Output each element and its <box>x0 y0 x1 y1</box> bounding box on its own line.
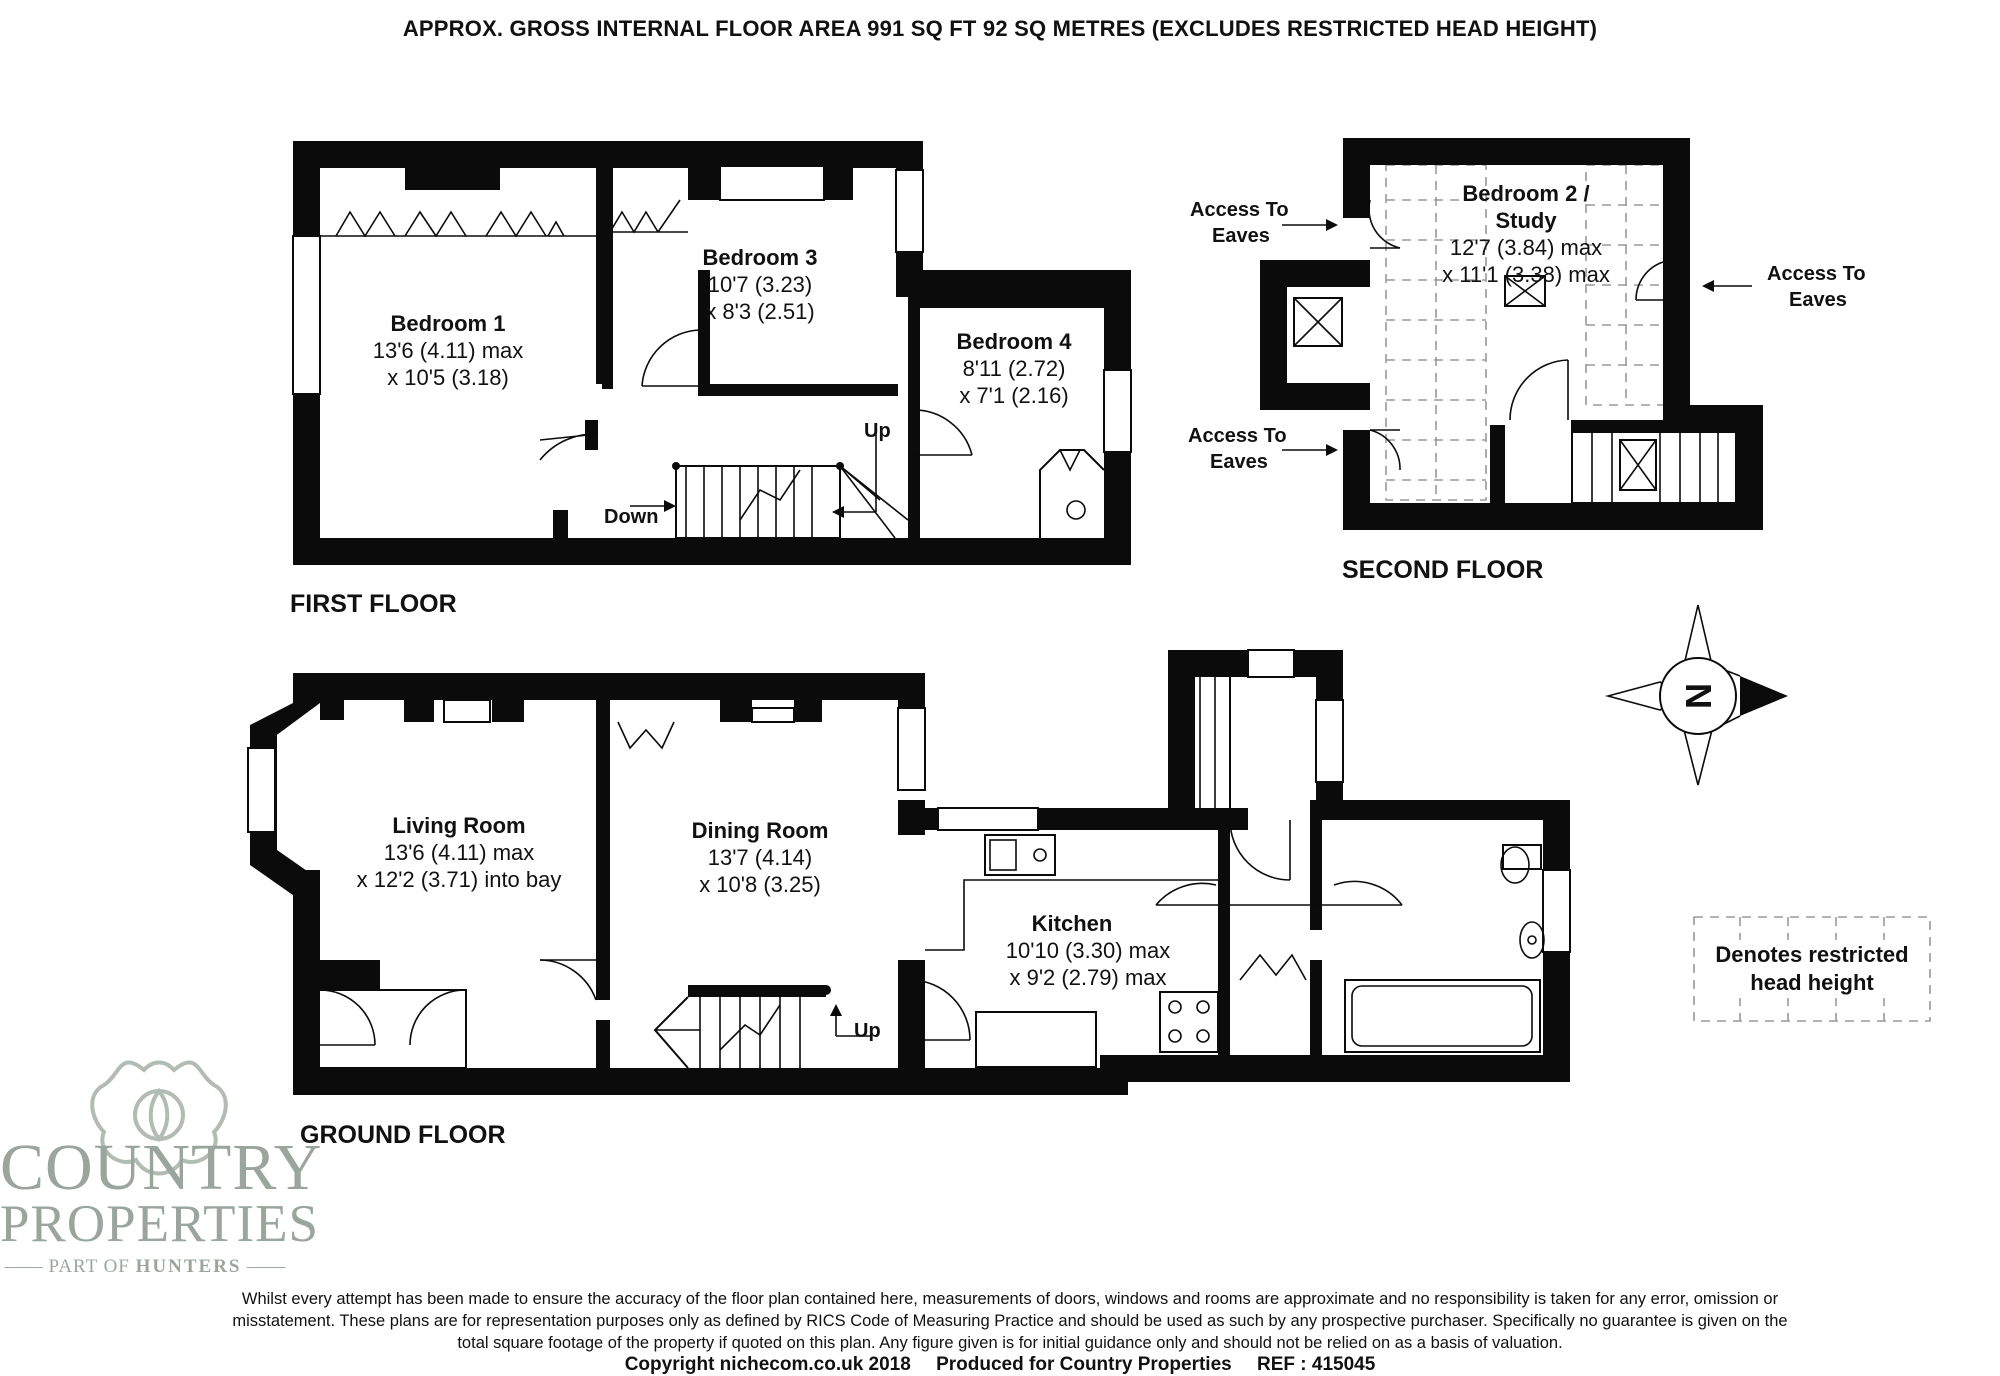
down-label-first-floor: Down <box>604 506 659 528</box>
eaves-access-label-3-line2: Eaves <box>1789 289 1847 311</box>
gross-area-title: APPROX. GROSS INTERNAL FLOOR AREA 991 SQ FT 92 SQ METRES (EXCLUDES RESTRICTED HEAD HEIGHT) <box>402 16 1598 41</box>
eaves-access-label-1-line1: Access To <box>1190 199 1289 221</box>
bedroom1-name: Bedroom 1 <box>390 311 506 336</box>
footer-copyright: Copyright nichecom.co.uk 2018 <box>624 1354 911 1375</box>
eaves-access-label-2-line1: Access To <box>1188 425 1287 447</box>
footer-produced-for: Produced for Country Properties <box>936 1354 1232 1375</box>
disclaimer-text: Whilst every attempt has been made to ensure the accuracy of the floor plan contained here, measurements of doors, windows and rooms are approximate and no responsibility is taken for any error, omission or misstatement. These plans are for representation purposes only as defined by RICS Code of Measuring Practice and should be used as such by any prospective purchaser. Specifically no guarantee is given on the total square footage of the property if quoted on this plan. Any figure given is for initial guidance only and should not be relied on as a basis of valuation. <box>232 1290 1788 1352</box>
kitchen-name: Kitchen <box>1031 911 1113 936</box>
legend-line1: Denotes restricted <box>1715 942 1909 967</box>
logo-brand: HUNTERS <box>135 1256 242 1277</box>
bedroom1-dim2: x 10'5 (3.18) <box>387 365 509 390</box>
living-room-dim1: 13'6 (4.11) max <box>383 840 535 865</box>
dining-room-name: Dining Room <box>691 818 829 843</box>
dining-room-dim2: x 10'8 (3.25) <box>699 872 821 897</box>
bedroom4-dim1: 8'11 (2.72) <box>962 356 1066 381</box>
footer-ref: REF : 415045 <box>1257 1354 1376 1375</box>
legend-line2: head height <box>1750 970 1874 995</box>
eaves-access-label-2-line2: Eaves <box>1210 451 1268 473</box>
dining-room-dim1: 13'7 (4.14) <box>707 845 813 870</box>
compass-north-letter: N <box>1678 683 1719 709</box>
logo-part-of: —— PART OF HUNTERS —— <box>4 1256 286 1277</box>
bedroom2-name-line2: Study <box>1495 208 1557 233</box>
bedroom3-name: Bedroom 3 <box>702 245 818 270</box>
logo-country: COUNTRY <box>0 1131 323 1204</box>
restricted-height-legend-box <box>1694 917 1930 1021</box>
bedroom1-dim1: 13'6 (4.11) max <box>372 338 524 363</box>
bedroom2-dim2: x 11'1 (3.38) max <box>1442 262 1610 287</box>
kitchen-dim1: 10'10 (3.30) max <box>1005 938 1171 963</box>
up-label-ground-floor: Up <box>854 1020 881 1042</box>
living-room-name: Living Room <box>392 813 526 838</box>
kitchen-dim2: x 9'2 (2.79) max <box>1009 965 1167 990</box>
bedroom4-dim2: x 7'1 (2.16) <box>959 383 1069 408</box>
bedroom3-dim2: x 8'3 (2.51) <box>705 299 815 324</box>
logo-part-of-text: PART OF <box>48 1256 130 1277</box>
living-room-dim2: x 12'2 (3.71) into bay <box>356 867 562 892</box>
footer-copyright-line <box>0 1354 2000 1376</box>
up-label-first-floor: Up <box>864 420 891 442</box>
eaves-access-label-1-line2: Eaves <box>1212 225 1270 247</box>
bedroom2-name-line1: Bedroom 2 / <box>1462 181 1590 206</box>
bedroom4-name: Bedroom 4 <box>956 329 1072 354</box>
ground-floor-label: GROUND FLOOR <box>300 1121 506 1149</box>
eaves-access-label-3-line1: Access To <box>1767 263 1866 285</box>
second-floor-label: SECOND FLOOR <box>1342 556 1544 584</box>
logo-properties: PROPERTIES <box>0 1195 319 1253</box>
bedroom3-dim1: 10'7 (3.23) <box>707 272 813 297</box>
first-floor-label: FIRST FLOOR <box>290 590 457 618</box>
bedroom2-dim1: 12'7 (3.84) max <box>1449 235 1603 260</box>
